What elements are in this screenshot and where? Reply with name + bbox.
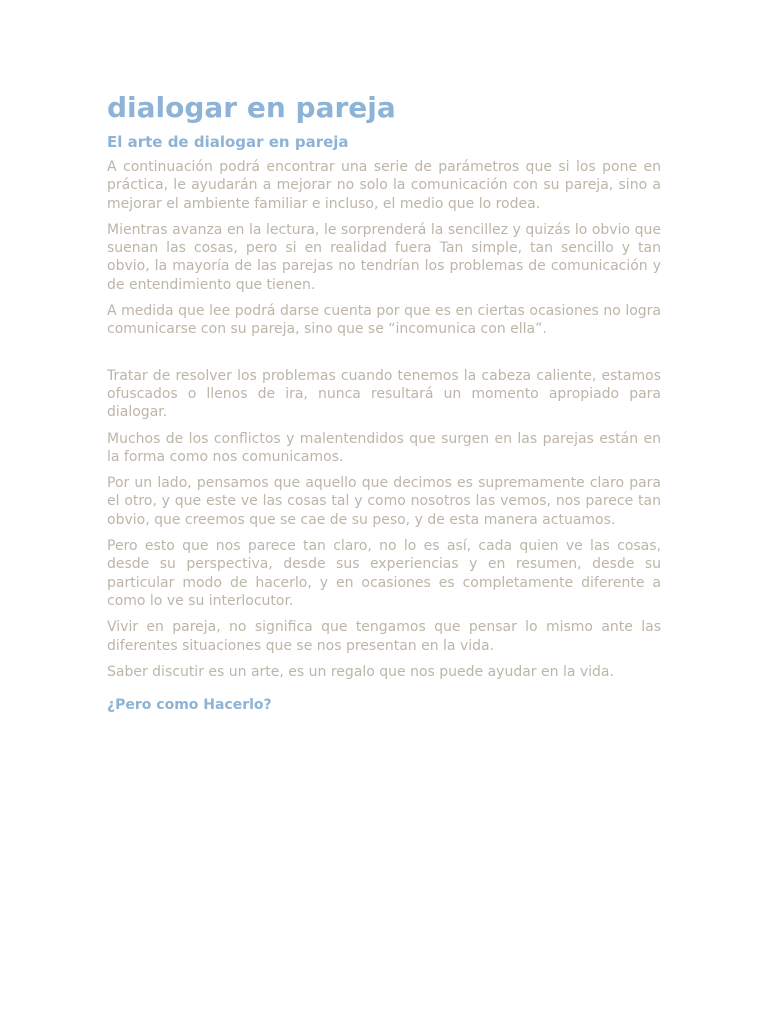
paragraph-4: Tratar de resolver los problemas cuando tenemos la cabeza caliente, estamos ofuscados o llenos de ira, nunca resultará un momento apropiado para dialogar. [107, 367, 661, 421]
paragraph-1: A continuación podrá encontrar una serie de parámetros que si los pone en práctica, le ayudarán a mejorar no solo la comunicación con su pareja, sino a mejorar el ambiente familiar e incluso, el medio que lo rodea. [107, 159, 661, 212]
paragraph-3: A medida que lee podrá darse cuenta por que es en ciertas ocasiones no logra comunicarse con su pareja, sino que se “incomunica con ella”. [107, 303, 661, 338]
section-heading: ¿Pero como Hacerlo? [107, 697, 272, 714]
paragraph-9: Saber discutir es un arte, es un regalo que nos puede ayudar en la vida. [107, 663, 614, 680]
paragraph-8: Vivir en pareja, no significa que tengamos que pensar lo mismo ante las diferentes situaciones que se nos presentan en la vida. [107, 619, 661, 654]
section-spacer [107, 347, 661, 367]
document-page [107, 88, 661, 715]
paragraph-7: Pero esto que nos parece tan claro, no lo es así, cada quien ve las cosas, desde su perspectiva, desde sus experiencias y en resumen, desde su particular modo de hacerlo, y en ocasiones es completamente diferente a como lo ve su interlocutor. [107, 538, 661, 609]
document-subtitle: El arte de dialogar en pareja [107, 133, 349, 151]
document-title: dialogar en pareja [107, 91, 396, 124]
paragraph-2: Mientras avanza en la lectura, le sorprenderá la sencillez y quizás lo obvio que suenan las cosas, pero si en realidad fuera Tan simple, tan sencillo y tan obvio, la mayoría de las parejas no tendrían los problemas de comunicación y de entendimiento que tienen. [107, 221, 661, 293]
paragraph-6: Por un lado, pensamos que aquello que decimos es supremamente claro para el otro, y que este ve las cosas tal y como nosotros las vemos, nos parece tan obvio, que creemos que se cae de su peso, y de esta manera actuamos. [107, 475, 661, 528]
paragraph-5: Muchos de los conflictos y malentendidos que surgen en las parejas están en la forma como nos comunicamos. [107, 430, 661, 465]
